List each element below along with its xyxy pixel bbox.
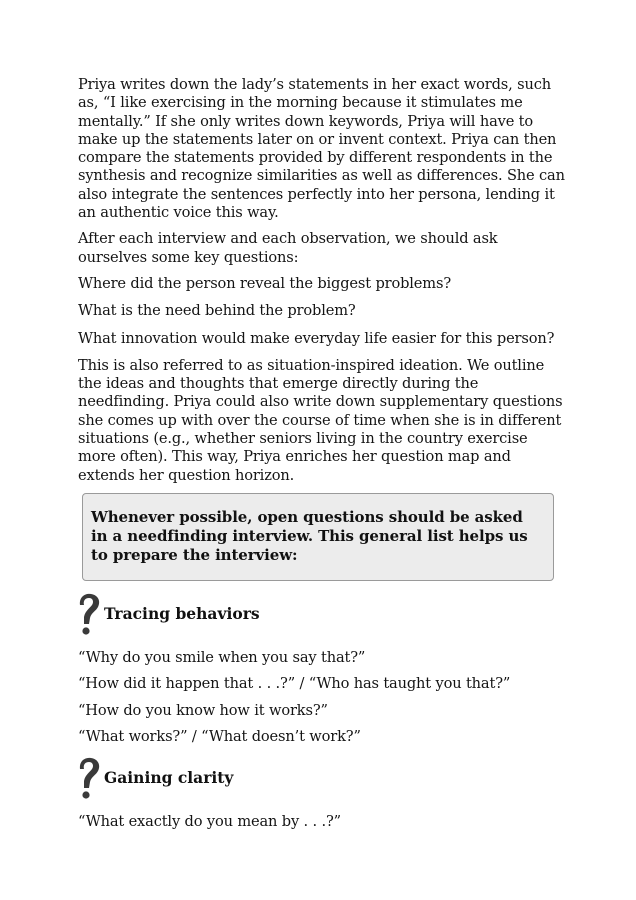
key-question-2: What is the need behind the problem? — [78, 302, 356, 320]
paragraph-exact-words: Priya writes down the lady’s statements in her exact words, such as, “I like exercising in the morning because it stimulates me mentally.” If she only writes down keywords, Priya will have to make up the statements later on or invent context. Priya can then compare the statements provided by different respondents in the synthesis and recognize similarities as well as differences. She can also integrate the sentences perfectly into her persona, lending it an authentic voice this way. — [78, 76, 565, 222]
list-item: “What exactly do you mean by . . .?” — [78, 812, 341, 830]
document-page — [78, 76, 568, 839]
section-title: Tracing behaviors — [104, 604, 260, 624]
list-item: “Why do you smile when you say that?” — [78, 648, 366, 666]
list-item: “What works?” / “What doesn’t work?” — [78, 728, 361, 746]
question-mark-icon — [76, 592, 102, 638]
list-item: “How did it happen that . . .?” / “Who has taught you that?” — [78, 675, 511, 693]
paragraph-key-questions-intro: After each interview and each observation, we should ask ourselves some key questions: — [78, 230, 498, 266]
question-list-tracing-behaviors — [78, 649, 568, 747]
paragraph-situation-ideation: This is also referred to as situation-inspired ideation. We outline the ideas and thoughts that emerge directly during the needfinding. Priya could also write down supplementary questions she comes up with over the course of time when she is in different situations (e.g., whether seniors living in the country exercise more often). This way, Priya enriches her question map and extends her question horizon. — [78, 356, 563, 484]
key-question-3: What innovation would make everyday life easier for this person? — [78, 329, 555, 347]
question-list-gaining-clarity — [78, 813, 568, 831]
question-mark-icon — [76, 756, 102, 802]
list-item: “How do you know how it works?” — [78, 701, 328, 719]
key-question-1: Where did the person reveal the biggest problems? — [78, 274, 451, 292]
section-header-tracing-behaviors — [78, 591, 568, 639]
section-title: Gaining clarity — [104, 768, 234, 788]
callout-box: Whenever possible, open questions should be asked in a needfinding interview. This general list helps us to prepare the interview: — [82, 493, 554, 581]
section-header-gaining-clarity — [78, 755, 568, 803]
